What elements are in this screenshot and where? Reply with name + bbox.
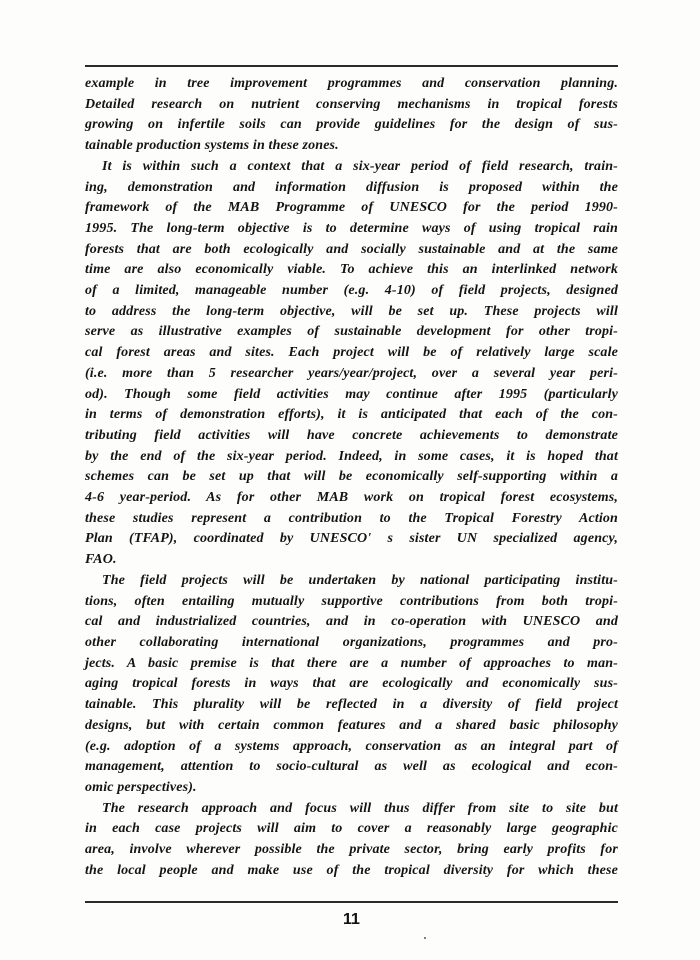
text-line: aging tropical forests in ways that are ecologically and economically sus- <box>85 676 618 692</box>
text-line: in terms of demonstration efforts), it is anticipated that each of the con- <box>85 407 618 423</box>
text-line: (i.e. more than 5 researcher years/year/project, over a several year peri- <box>85 365 618 381</box>
text-line: (e.g. adoption of a systems approach, conservation as an integral part of <box>85 738 618 754</box>
text-line: tainable. This plurality will be reflected in a diversity of field project <box>85 697 618 713</box>
text-line: management, attention to socio-cultural as well as ecological and econ- <box>85 759 618 775</box>
text-line: The field projects will be undertaken by national participating institu- <box>102 572 618 588</box>
text-line: of a limited, manageable number (e.g. 4-10) of field projects, designed <box>85 283 618 299</box>
text-line: cal and industrialized countries, and in co-operation with UNESCO and <box>85 614 618 630</box>
text-line: example in tree improvement programmes and conservation planning. <box>85 76 618 91</box>
text-line: jects. A basic premise is that there are a number of approaches to man- <box>85 655 618 671</box>
text-line: designs, but with certain common features and a shared basic philosophy <box>85 717 618 733</box>
text-line: Plan (TFAP), coordinated by UNESCO' s sister UN specialized agency, <box>85 531 618 547</box>
text-line: cal forest areas and sites. Each project will be of relatively large scale <box>85 345 618 361</box>
bottom-rule <box>85 901 618 903</box>
text-line: tainable production systems in these zones. <box>85 138 339 154</box>
text-line: omic perspectives). <box>85 779 197 795</box>
text-line: tributing field activities will have concrete achievements to demonstrate <box>85 427 618 443</box>
ink-speck <box>424 937 426 939</box>
text-line: 1995. The long-term objective is to determine ways of using tropical rain <box>85 220 618 236</box>
text-line: tions, often entailing mutually supportive contributions from both tropi- <box>85 593 618 609</box>
text-line: 4-6 year-period. As for other MAB work on tropical forest ecosystems, <box>85 490 618 506</box>
text-line: these studies represent a contribution to the Tropical Forestry Action <box>85 510 618 526</box>
text-line: od). Though some field activities may continue after 1995 (particularly <box>85 386 618 402</box>
text-line: other collaborating international organizations, programmes and pro- <box>85 634 618 650</box>
text-line: schemes can be set up that will be economically self-supporting within a <box>85 469 618 485</box>
text-line: in each case projects will aim to cover a reasonably large geographic <box>85 821 618 837</box>
text-block <box>85 74 618 881</box>
text-line: ing, demonstration and information diffusion is proposed within the <box>85 179 618 195</box>
top-rule <box>85 65 618 67</box>
text-line: The research approach and focus will thus differ from site to site but <box>102 800 618 816</box>
text-line: Detailed research on nutrient conserving mechanisms in tropical forests <box>85 96 618 112</box>
text-line: forests that are both ecologically and socially sustainable and at the same <box>85 241 618 257</box>
page-number: 11 <box>343 911 360 928</box>
text-line: growing on infertile soils can provide guidelines for the design of sus- <box>85 117 618 133</box>
text-line: the local people and make use of the tropical diversity for which these <box>85 862 618 878</box>
text-line: area, involve wherever possible the private sector, bring early profits for <box>85 842 618 858</box>
text-line: to address the long-term objective, will be set up. These projects will <box>85 303 618 319</box>
text-line: by the end of the six-year period. Indeed, in some cases, it is hoped that <box>85 448 618 464</box>
text-line: time are also economically viable. To achieve this an interlinked network <box>85 262 618 278</box>
text-line: It is within such a context that a six-year period of field research, train- <box>102 158 618 174</box>
text-line: serve as illustrative examples of sustainable development for other tropi- <box>85 324 618 340</box>
text-line: FAO. <box>85 552 117 568</box>
text-line: framework of the MAB Programme of UNESCO for the period 1990- <box>85 200 618 216</box>
